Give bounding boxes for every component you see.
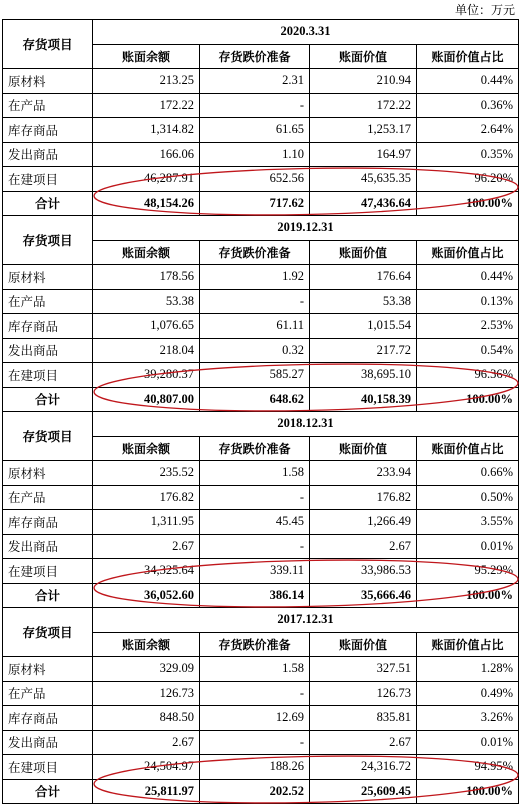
- cell-value: 2.67: [310, 534, 417, 559]
- table-row: [3, 289, 519, 314]
- cell-value: 0.44%: [417, 265, 519, 290]
- column-header: 存货跌价准备: [200, 436, 310, 461]
- cell-value: 95.29%: [417, 559, 519, 584]
- cell-value: 3.55%: [417, 510, 519, 535]
- cell-value: 0.54%: [417, 338, 519, 363]
- row-label: 库存商品: [3, 314, 93, 339]
- total-row: [3, 779, 519, 804]
- cell-value: -: [200, 681, 310, 706]
- cell-value: 339.11: [200, 559, 310, 584]
- total-label: 合计: [3, 583, 93, 608]
- row-label: 发出商品: [3, 730, 93, 755]
- row-label: 在建项目: [3, 559, 93, 584]
- total-value: 40,158.39: [310, 387, 417, 412]
- row-label: 在产品: [3, 289, 93, 314]
- inventory-table: [2, 19, 519, 804]
- cell-value: 1.28%: [417, 657, 519, 682]
- row-label: 在建项目: [3, 167, 93, 192]
- cell-value: 235.52: [93, 461, 200, 486]
- cell-value: 94.95%: [417, 755, 519, 780]
- cell-value: 178.56: [93, 265, 200, 290]
- table-row: [3, 142, 519, 167]
- cell-value: 0.01%: [417, 534, 519, 559]
- cell-value: 0.36%: [417, 93, 519, 118]
- table-row: [3, 730, 519, 755]
- row-label: 库存商品: [3, 510, 93, 535]
- column-header: 账面价值占比: [417, 436, 519, 461]
- unit-label: 单位：万元: [454, 3, 515, 17]
- row-label: 在产品: [3, 485, 93, 510]
- inventory-table-body: [3, 20, 519, 804]
- table-row: [3, 265, 519, 290]
- cell-value: 210.94: [310, 69, 417, 94]
- row-label: 在产品: [3, 681, 93, 706]
- table-row: [3, 314, 519, 339]
- table-row: [3, 681, 519, 706]
- column-header: 账面价值占比: [417, 632, 519, 657]
- column-header: 账面价值占比: [417, 240, 519, 265]
- cell-value: 1.58: [200, 461, 310, 486]
- cell-value: 126.73: [93, 681, 200, 706]
- cell-value: 1,311.95: [93, 510, 200, 535]
- cell-value: 1,266.49: [310, 510, 417, 535]
- section-period-row: [3, 412, 519, 437]
- cell-value: 2.67: [93, 534, 200, 559]
- cell-value: 835.81: [310, 706, 417, 731]
- cell-value: 61.11: [200, 314, 310, 339]
- cell-value: 0.50%: [417, 485, 519, 510]
- cell-value: 45,635.35: [310, 167, 417, 192]
- category-header: 存货项目: [3, 412, 93, 461]
- cell-value: 1,076.65: [93, 314, 200, 339]
- cell-value: 96.36%: [417, 363, 519, 388]
- table-row: [3, 167, 519, 192]
- cell-value: 2.67: [310, 730, 417, 755]
- total-label: 合计: [3, 387, 93, 412]
- cell-value: 848.50: [93, 706, 200, 731]
- total-value: 100.00%: [417, 387, 519, 412]
- cell-value: 1.10: [200, 142, 310, 167]
- cell-value: 61.65: [200, 118, 310, 143]
- period-header: 2020.3.31: [93, 20, 519, 45]
- row-label: 原材料: [3, 69, 93, 94]
- cell-value: 34,325.64: [93, 559, 200, 584]
- cell-value: 585.27: [200, 363, 310, 388]
- column-header: 存货跌价准备: [200, 632, 310, 657]
- cell-value: -: [200, 93, 310, 118]
- total-row: [3, 387, 519, 412]
- total-value: 717.62: [200, 191, 310, 216]
- cell-value: 2.67: [93, 730, 200, 755]
- column-header: 账面价值: [310, 240, 417, 265]
- row-label: 在产品: [3, 93, 93, 118]
- row-label: 在建项目: [3, 363, 93, 388]
- cell-value: 38,695.10: [310, 363, 417, 388]
- total-value: 25,811.97: [93, 779, 200, 804]
- table-row: [3, 559, 519, 584]
- column-header: 存货跌价准备: [200, 240, 310, 265]
- cell-value: 2.53%: [417, 314, 519, 339]
- cell-value: -: [200, 289, 310, 314]
- cell-value: -: [200, 730, 310, 755]
- cell-value: 39,280.37: [93, 363, 200, 388]
- cell-value: 0.13%: [417, 289, 519, 314]
- row-label: 原材料: [3, 265, 93, 290]
- table-row: [3, 510, 519, 535]
- total-label: 合计: [3, 779, 93, 804]
- table-row: [3, 485, 519, 510]
- total-value: 100.00%: [417, 191, 519, 216]
- total-value: 100.00%: [417, 779, 519, 804]
- total-value: 47,436.64: [310, 191, 417, 216]
- cell-value: 329.09: [93, 657, 200, 682]
- category-header: 存货项目: [3, 20, 93, 69]
- cell-value: 217.72: [310, 338, 417, 363]
- category-header: 存货项目: [3, 608, 93, 657]
- column-header: 账面价值: [310, 436, 417, 461]
- section-period-row: [3, 608, 519, 633]
- row-label: 原材料: [3, 657, 93, 682]
- table-row: [3, 706, 519, 731]
- total-value: 40,807.00: [93, 387, 200, 412]
- row-label: 库存商品: [3, 706, 93, 731]
- table-row: [3, 69, 519, 94]
- table-row: [3, 93, 519, 118]
- total-value: 386.14: [200, 583, 310, 608]
- cell-value: 33,986.53: [310, 559, 417, 584]
- row-label: 发出商品: [3, 142, 93, 167]
- cell-value: 12.69: [200, 706, 310, 731]
- total-label: 合计: [3, 191, 93, 216]
- cell-value: 172.22: [310, 93, 417, 118]
- column-header: 账面余额: [93, 436, 200, 461]
- table-row: [3, 363, 519, 388]
- total-value: 25,609.45: [310, 779, 417, 804]
- table-row: [3, 461, 519, 486]
- cell-value: 188.26: [200, 755, 310, 780]
- column-header: 账面余额: [93, 240, 200, 265]
- cell-value: 176.82: [310, 485, 417, 510]
- total-value: 202.52: [200, 779, 310, 804]
- cell-value: 0.35%: [417, 142, 519, 167]
- column-header: 账面余额: [93, 44, 200, 69]
- cell-value: 176.82: [93, 485, 200, 510]
- cell-value: 327.51: [310, 657, 417, 682]
- cell-value: 233.94: [310, 461, 417, 486]
- total-row: [3, 583, 519, 608]
- cell-value: 53.38: [310, 289, 417, 314]
- cell-value: 0.66%: [417, 461, 519, 486]
- cell-value: 2.64%: [417, 118, 519, 143]
- section-period-row: [3, 216, 519, 241]
- period-header: 2018.12.31: [93, 412, 519, 437]
- cell-value: 1,314.82: [93, 118, 200, 143]
- cell-value: 1.58: [200, 657, 310, 682]
- cell-value: 1,253.17: [310, 118, 417, 143]
- column-header: 账面价值: [310, 632, 417, 657]
- row-label: 在建项目: [3, 755, 93, 780]
- row-label: 发出商品: [3, 534, 93, 559]
- row-label: 发出商品: [3, 338, 93, 363]
- cell-value: 0.49%: [417, 681, 519, 706]
- table-row: [3, 657, 519, 682]
- cell-value: 2.31: [200, 69, 310, 94]
- total-value: 48,154.26: [93, 191, 200, 216]
- cell-value: 24,316.72: [310, 755, 417, 780]
- cell-value: 53.38: [93, 289, 200, 314]
- cell-value: 218.04: [93, 338, 200, 363]
- cell-value: 164.97: [310, 142, 417, 167]
- row-label: 原材料: [3, 461, 93, 486]
- section-period-row: [3, 20, 519, 45]
- column-header: 账面余额: [93, 632, 200, 657]
- cell-value: 652.56: [200, 167, 310, 192]
- column-header: 账面价值占比: [417, 44, 519, 69]
- table-row: [3, 338, 519, 363]
- cell-value: 176.64: [310, 265, 417, 290]
- total-value: 36,052.60: [93, 583, 200, 608]
- cell-value: 1.92: [200, 265, 310, 290]
- table-row: [3, 755, 519, 780]
- cell-value: 0.32: [200, 338, 310, 363]
- column-header: 存货跌价准备: [200, 44, 310, 69]
- total-value: 100.00%: [417, 583, 519, 608]
- cell-value: 46,287.91: [93, 167, 200, 192]
- cell-value: 0.01%: [417, 730, 519, 755]
- cell-value: -: [200, 485, 310, 510]
- cell-value: 96.20%: [417, 167, 519, 192]
- total-value: 35,666.46: [310, 583, 417, 608]
- table-row: [3, 118, 519, 143]
- cell-value: 166.06: [93, 142, 200, 167]
- cell-value: 45.45: [200, 510, 310, 535]
- cell-value: 126.73: [310, 681, 417, 706]
- row-label: 库存商品: [3, 118, 93, 143]
- period-header: 2017.12.31: [93, 608, 519, 633]
- total-row: [3, 191, 519, 216]
- cell-value: 0.44%: [417, 69, 519, 94]
- cell-value: 1,015.54: [310, 314, 417, 339]
- cell-value: 172.22: [93, 93, 200, 118]
- column-header: 账面价值: [310, 44, 417, 69]
- cell-value: 213.25: [93, 69, 200, 94]
- period-header: 2019.12.31: [93, 216, 519, 241]
- cell-value: -: [200, 534, 310, 559]
- cell-value: 3.26%: [417, 706, 519, 731]
- table-row: [3, 534, 519, 559]
- cell-value: 24,504.97: [93, 755, 200, 780]
- total-value: 648.62: [200, 387, 310, 412]
- category-header: 存货项目: [3, 216, 93, 265]
